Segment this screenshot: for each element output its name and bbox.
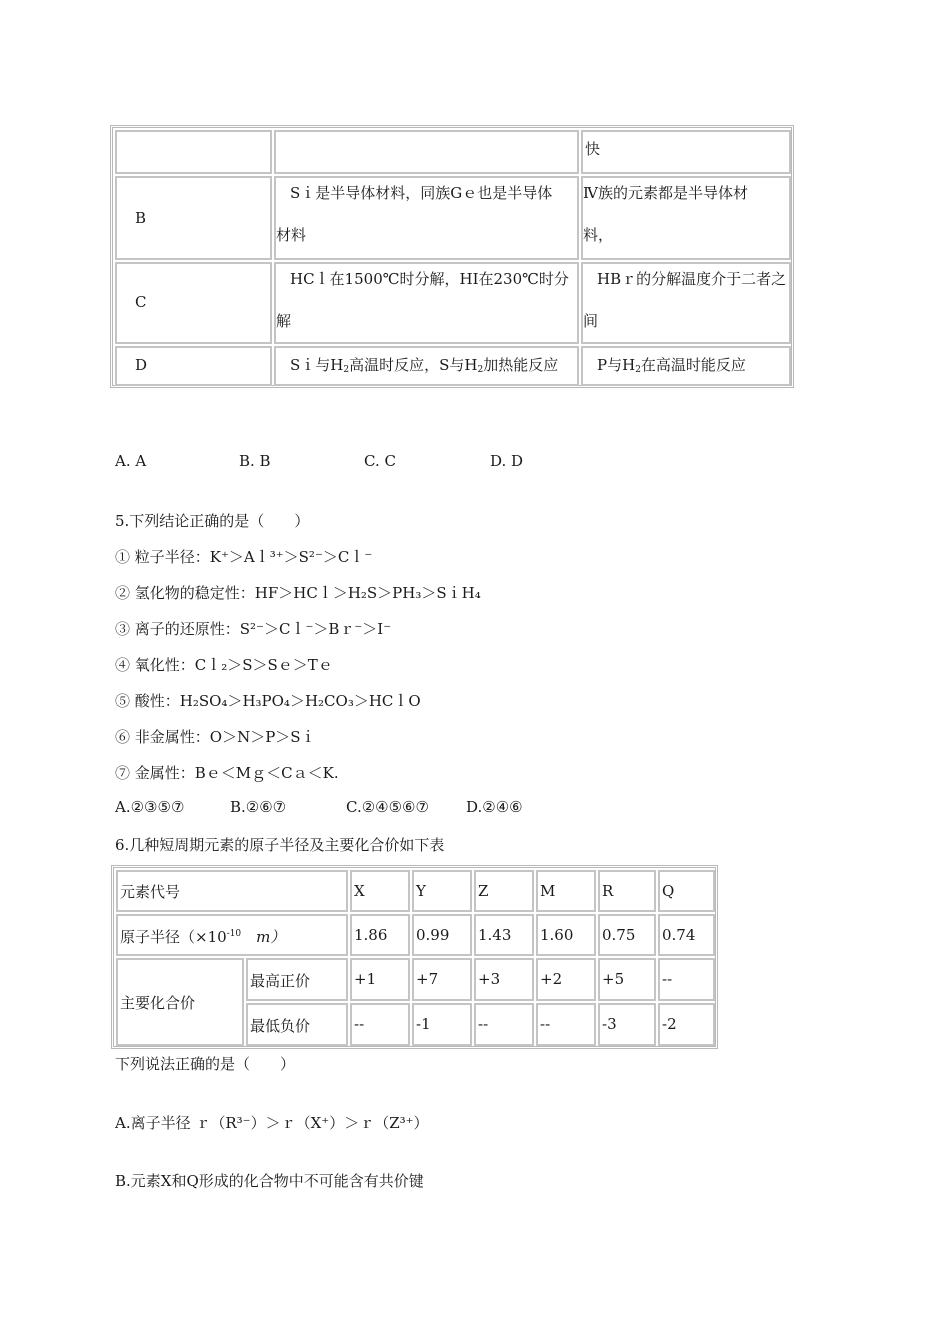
radius-value: 1.43	[478, 926, 512, 944]
table-cell	[115, 176, 272, 260]
min-valence: --	[478, 1015, 489, 1033]
max-valence-label: 最高正价	[250, 972, 311, 990]
table-cell	[658, 870, 715, 912]
table-cell	[581, 262, 791, 344]
statement-6: ⑥ 非金属性：O＞N＞P＞Sｉ	[115, 728, 316, 746]
conclusion-text: Ⅳ族的元素都是半导体材	[583, 184, 748, 202]
max-valence: +5	[602, 970, 625, 988]
table-cell	[350, 1003, 410, 1046]
option-b: B. B	[239, 452, 271, 470]
table-cell	[274, 262, 579, 344]
max-valence: +7	[416, 970, 439, 988]
table-cell	[598, 914, 656, 956]
table-cell	[412, 870, 472, 912]
table-cell	[246, 1003, 348, 1046]
conclusion-text: 间	[583, 312, 599, 330]
table-cell	[581, 176, 791, 260]
table-cell	[598, 958, 656, 1001]
fact-text: Sｉ是半导体材料，同族Gｅ也是半导体	[290, 184, 553, 202]
max-valence: +3	[478, 970, 501, 988]
table-cell	[536, 958, 596, 1001]
fact-text: 材料	[276, 226, 307, 244]
min-valence: -1	[416, 1015, 431, 1033]
table-cell	[474, 1003, 534, 1046]
min-valence: --	[540, 1015, 551, 1033]
element-code: Z	[478, 882, 489, 900]
radius-value: 0.75	[602, 926, 636, 944]
radius-value: 0.74	[662, 926, 696, 944]
valence-label: 主要化合价	[120, 994, 196, 1012]
radius-value: 1.60	[540, 926, 574, 944]
table-cell	[350, 914, 410, 956]
table-cell	[115, 346, 272, 386]
radius-label: 原子半径（$\times 10^{-10}$ m）	[120, 928, 286, 946]
table-cell	[536, 870, 596, 912]
option-d: D.②④⑥	[466, 798, 523, 816]
radius-value: 0.99	[416, 926, 450, 944]
table-cell	[246, 958, 348, 1001]
conclusion-text: 料，	[583, 226, 614, 244]
conclusion-text: 快	[585, 140, 601, 158]
statement-1: ① 粒子半径：K⁺＞Aｌ³⁺＞S²⁻＞Cｌ⁻	[115, 548, 373, 566]
table-cell	[116, 870, 348, 912]
table-cell	[350, 958, 410, 1001]
option-a: A.②③⑤⑦	[115, 798, 185, 816]
min-valence: --	[354, 1015, 365, 1033]
fact-text: HCｌ在1500℃时分解，HI在230℃时分	[290, 270, 569, 288]
table-cell	[474, 914, 534, 956]
fact-text: 解	[276, 312, 292, 330]
conclusion-text: P与$H_2$在高温时能反应	[597, 356, 746, 375]
question-6-ask: 下列说法正确的是（ ）	[115, 1055, 296, 1073]
max-valence: +1	[354, 970, 377, 988]
statement-7: ⑦ 金属性：Bｅ＜Mｇ＜Cａ＜K.	[115, 764, 339, 782]
min-valence: -3	[602, 1015, 617, 1033]
row-key: C	[135, 293, 147, 311]
table-cell	[658, 914, 715, 956]
table-cell	[474, 958, 534, 1001]
option-b: B.②⑥⑦	[230, 798, 287, 816]
table-cell	[412, 958, 472, 1001]
table-cell	[115, 130, 272, 174]
option-a: A.离子半径 ｒ（R³⁻）＞ｒ（X⁺）＞ｒ（Z³⁺）	[115, 1114, 429, 1132]
table-cell	[658, 958, 715, 1001]
option-a: A. A	[115, 452, 147, 470]
statement-2: ② 氢化物的稳定性：HF＞HCｌ＞H₂S＞PH₃＞SｉH₄	[115, 584, 481, 602]
table-cell	[412, 914, 472, 956]
table-cell	[581, 346, 791, 386]
option-b: B.元素X和Q形成的化合物中不可能含有共价键	[115, 1172, 424, 1190]
table-cell	[536, 914, 596, 956]
conclusion-text: HBｒ的分解温度介于二者之	[597, 270, 787, 288]
min-valence: -2	[662, 1015, 677, 1033]
table-cell	[581, 130, 791, 174]
table-cell	[474, 870, 534, 912]
table-cell	[115, 262, 272, 344]
max-valence: +2	[540, 970, 563, 988]
statement-5: ⑤ 酸性：H₂SO₄＞H₃PO₄＞H₂CO₃＞HCｌO	[115, 692, 421, 710]
table-cell	[350, 870, 410, 912]
table-cell	[536, 1003, 596, 1046]
table-cell	[598, 1003, 656, 1046]
question-5-stem: 5.下列结论正确的是（ ）	[115, 512, 310, 530]
option-c: C. C	[364, 452, 396, 470]
table-cell	[412, 1003, 472, 1046]
element-table	[111, 865, 718, 1049]
element-code: M	[540, 882, 556, 900]
table-cell	[598, 870, 656, 912]
max-valence: --	[662, 970, 673, 988]
option-c: C.②④⑤⑥⑦	[346, 798, 429, 816]
table-cell	[274, 346, 579, 386]
comparison-table	[110, 125, 794, 388]
element-code: Y	[416, 882, 426, 900]
option-d: D. D	[490, 452, 524, 470]
element-code: R	[602, 882, 614, 900]
row-key: B	[135, 209, 147, 227]
table-cell	[274, 176, 579, 260]
fact-text: Sｉ与$H_2$高温时反应，S与$H_2$加热能反应	[290, 356, 559, 375]
header-label: 元素代号	[120, 883, 181, 901]
table-cell	[116, 914, 348, 956]
row-key: D	[135, 356, 148, 374]
table-cell	[274, 130, 579, 174]
statement-3: ③ 离子的还原性：S²⁻＞Cｌ⁻＞Bｒ⁻＞I⁻	[115, 620, 392, 638]
element-code: X	[354, 882, 365, 900]
min-valence-label: 最低负价	[250, 1017, 311, 1035]
table-cell	[116, 958, 244, 1046]
radius-value: 1.86	[354, 926, 388, 944]
element-code: Q	[662, 882, 675, 900]
question-6-stem: 6.几种短周期元素的原子半径及主要化合价如下表	[115, 836, 445, 854]
statement-4: ④ 氧化性：Cｌ₂＞S＞Sｅ＞Tｅ	[115, 656, 333, 674]
table-cell	[658, 1003, 715, 1046]
